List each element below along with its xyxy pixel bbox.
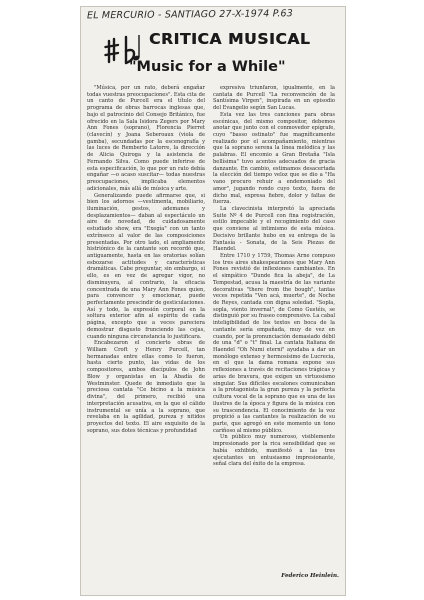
section-title: CRITICA MUSICAL — [149, 30, 311, 48]
paragraph: Un público muy numeroso, visiblemente impresionado por la rica sensibilidad que se había exhibido, manifestó a las tres ejecutantes un entusiasmo impresionante, señal clara del éxito de la empresa. — [213, 434, 335, 468]
article-column-right — [213, 85, 335, 468]
paragraph: Esta vez las tres canciones para obras escénicas, del mismo compositor, debemos anotar que junto con el conmovedor epígrafe, cuyo "basso ostinato" fue magníficamente realizado por el acompañamiento, mientras que la soprano serena la línea melódica y las palabras. El encomio a Gran Bretaña "Isla bellísima" tuvo acentos adecuados de gracia danzante. En cambio, estimamos desacertada la elección del tiempo veloz que se dio a "Ha vano procuro rehuir a endemoniado del amor", jugando rondo cuyo texto, fuera de dicho mal, expresa fiebre, dolor y faltas de fuerza. — [213, 111, 335, 206]
paragraph: "Música, por un rato, deberá engañar todas vuestras preocupaciones". Esta cita de un canto de Purcell era el título del programa de obras barrocas inglesas que, bajo el patrocinio del Consejo Británico, fue ofrecido en la Sala Isidora Zegers por Mary Ann Fones (soprano), Florencia Pierret (clavecín) y Joana Seberoaux (viola de gamba), secundadas por la escenografía y las luces de Remberto Latorre, la dirección de Alicia Quiroga y la asistencia de Fernando Silva. Como puede inferirse de esta especificación, lo que por un rato debía engañar —o acaso suscitar— todas nuestras preocupaciones, implicaba elementos adicionales, más allá de música y arte. — [87, 85, 205, 192]
paragraph: La clavecinista interpretó la apreciada Suite Nº 4 de Purcell con fina registración, estilo impecable y el recogimiento del caso que conviene al intimismo de esta música. Decisivo brillante hubo en su entrega de la Fantasía - Sonata, de la Seis Piezas de Haendel. — [213, 205, 335, 253]
newspaper-clipping — [80, 6, 346, 596]
paragraph: Encabezaron el concierto obras de William Croft y Henry Purcell, tan hermanadas entre ellas como lo fueron, hasta cierto punto, las vidas de los compositores, ambos discípulos de John Blow y organistas en la Abadía de Westminster. Quede de inmediato que la preciosa cantata "Ce bicino a la música divina", del primero, recibió una interpretación acusativa, en la que el cálido instrumental se unía a la soprano, que revelaba en la agilidad, pureza y nitidos proyectos del texto. El aire exquisito de la soprano, sus dotes técnicas y profundidad — [87, 340, 205, 434]
article-column-left — [87, 85, 205, 434]
paragraph: Generalizando puede afirmarse que, si bien los adornos —vestimenta, mobiliario, iluminación, gestos, ademanes y desplazamientos— daban al espectáculo un aire de novedad, de cuidadosamente estudiado show, era "Exegía" con un tanto extrínseco al valor de las composiciones presentadas. Por otro lado, el ampliamente histriónico de la cantante son recordó que, antiguamente, hasta en las oratorias solían esbozarse actitudes y características dramáticas. Cabe preguntar, sin embargo, si ello, es en vez de agregar vigor, no disminuyera, al contrario, la eficacia concentrada de una Mary Ann Fones quien, para convencer y emocionar, puede perfectamente prescindir de gesticulaciones. Así y todo, la expresión corporal en la soltura exterior afin al espíritu de cada página, excepto que a veces pareciera demostrar disgusto frunciendo las cejas, cuando ninguna circunstancia lo justificara. — [87, 192, 205, 340]
paragraph: Entre 1710 y 1759, Thomas Arne compuso los tres aires shakespearianos que Mary Ann Fones revistió de inflexiones cambiantes. En el simpático "Dunde fica la abeja", de La Tempestad, acusa la maestría de las variante decorativas "there from the bough", tantas veces repetida "Ven acá, muerte", de Noche de Reyes, cantada con digna soledad. "Sopla, sopla, viento invernal", de Como Gustéis, se distinguió por su fraseo comprensivo. La cabal inteligibilidad de los textos en boca de la cantante sería empañada, muy de vez en cuando, por la pronunciación demasiado débil de una "d" o "t" final. La cantata Italiana de Haendel "Oh Numi eterni" ayudaba a dar un monólogo extenso y hermosísimo de Lucrecia, en el que la dama romana expone sus reflexiones a través de recitaciones trágicas y arias de bravura, que exigen un virtuosismo singular. Sus difíciles escalones comunicaban a la protagonista la gran pureza y la perfecta cultura vocal de la soprano que es una de las ilustres de la época y figura de la música con su trascendencia. El conocimiento de la voz propició a las cantantes la realización de su parte, que agregó en este momento un tono cariñoso al mismo público. — [213, 252, 335, 434]
handwritten-dateline: EL MERCURIO - SANTIAGO 27-X-1974 P.63 — [86, 8, 294, 22]
author-signature: Federico Heinlein. — [281, 573, 339, 579]
article-headline: "Music for a While" — [129, 59, 286, 75]
paragraph: expresiva triunfaron, igualmente, en la cantata de Purcell "La reconvención de la Santísima Virgen", inspirada en un episodio del Evangelio según San Lucas. — [213, 85, 335, 112]
